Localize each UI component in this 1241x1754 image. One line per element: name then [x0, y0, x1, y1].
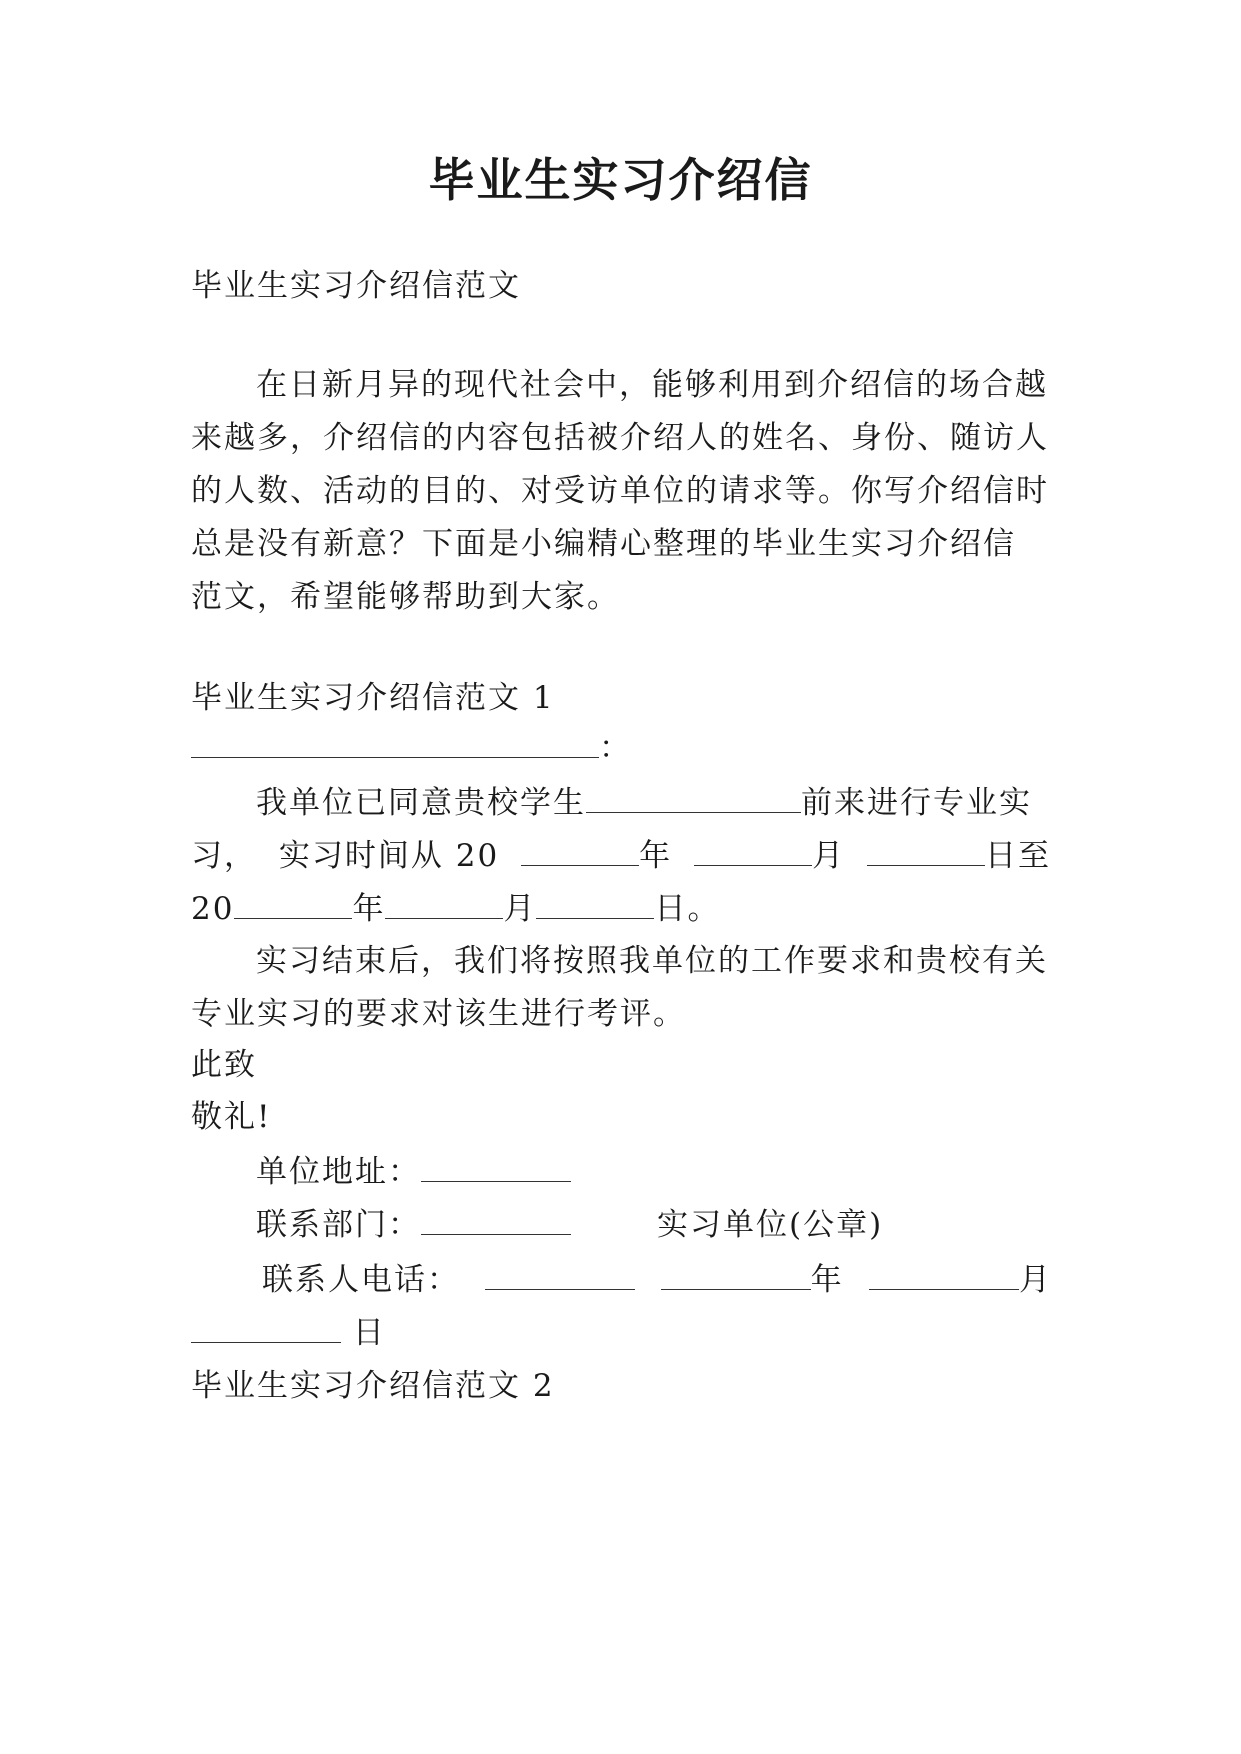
sample2-heading: 毕业生实习介绍信范文 2: [191, 1368, 555, 1404]
intro-line-5: 范文，希望能够帮助到大家。: [191, 579, 620, 615]
p1-end-month-char: 月: [503, 891, 537, 927]
student-name-blank: [586, 780, 801, 813]
recipient-blank: [191, 725, 599, 758]
address-line: [256, 1149, 1116, 1195]
sample1-p1-line2: [191, 833, 1051, 879]
dept-line: [256, 1202, 1116, 1248]
end-month-blank: [385, 886, 503, 919]
sign-day-blank: [191, 1310, 341, 1343]
p1-end-year-char: 年: [352, 891, 386, 927]
intro-line-4: 总是没有新意？下面是小编精心整理的毕业生实习介绍信: [191, 526, 1016, 562]
p1-text-c2: 实习时间从 20: [278, 838, 500, 874]
sample1-p2-line2: 专业实习的要求对该生进行考评。: [191, 996, 686, 1032]
p1-month-char: 月: [812, 838, 846, 874]
sample1-p2-line1: 实习结束后，我们将按照我单位的工作要求和贵校有关: [256, 943, 1048, 979]
seal-label: 实习单位(公章): [657, 1207, 884, 1243]
p1-year-char: 年: [639, 838, 673, 874]
subtitle: 毕业生实习介绍信范文: [191, 268, 521, 304]
closing-line-2: 敬礼!: [191, 1099, 272, 1135]
p1-day-to-char: 日至: [985, 838, 1051, 874]
sign-year-blank: [661, 1257, 811, 1290]
sample1-p1-line3: [191, 886, 1051, 932]
p1-text-d1: 20: [191, 891, 235, 927]
salutation-line: [191, 725, 1051, 771]
salutation-colon: ：: [599, 730, 632, 766]
sign-day-line: [191, 1310, 1051, 1356]
dept-label: 联系部门：: [256, 1207, 421, 1243]
phone-blank: [485, 1257, 635, 1290]
sample1-p1-line1: [256, 780, 1116, 826]
sign-day-char: 日: [352, 1315, 386, 1351]
start-month-blank: [694, 833, 812, 866]
sign-month-blank: [869, 1257, 1019, 1290]
sign-year-char: 年: [810, 1262, 844, 1298]
p1-end-day-char: 日。: [654, 891, 721, 927]
document-title: 毕业生实习介绍信: [428, 153, 813, 207]
phone-date-line: [262, 1257, 1052, 1303]
end-day-blank: [536, 886, 654, 919]
start-year-blank: [521, 833, 639, 866]
intro-line-1: 在日新月异的现代社会中，能够利用到介绍信的场合越: [256, 367, 1048, 403]
address-label: 单位地址：: [256, 1154, 421, 1190]
sample1-heading: 毕业生实习介绍信范文 1: [191, 680, 555, 716]
intro-line-3: 的人数、活动的目的、对受访单位的请求等。你写介绍信时: [191, 473, 1049, 509]
intro-line-2: 来越多，介绍信的内容包括被介绍人的姓名、身份、随访人: [191, 420, 1049, 456]
address-blank: [421, 1149, 571, 1182]
sign-month-char: 月: [1018, 1262, 1052, 1298]
phone-label: 联系人电话：: [262, 1262, 460, 1298]
start-day-blank: [867, 833, 985, 866]
closing-line-1: 此致: [191, 1047, 257, 1083]
p1-text-a: 我单位已同意贵校学生: [256, 785, 586, 821]
p1-text-b: 前来进行专业实: [801, 785, 1032, 821]
dept-blank: [421, 1202, 571, 1235]
p1-text-c1: 习，: [191, 838, 257, 874]
end-year-blank: [234, 886, 352, 919]
